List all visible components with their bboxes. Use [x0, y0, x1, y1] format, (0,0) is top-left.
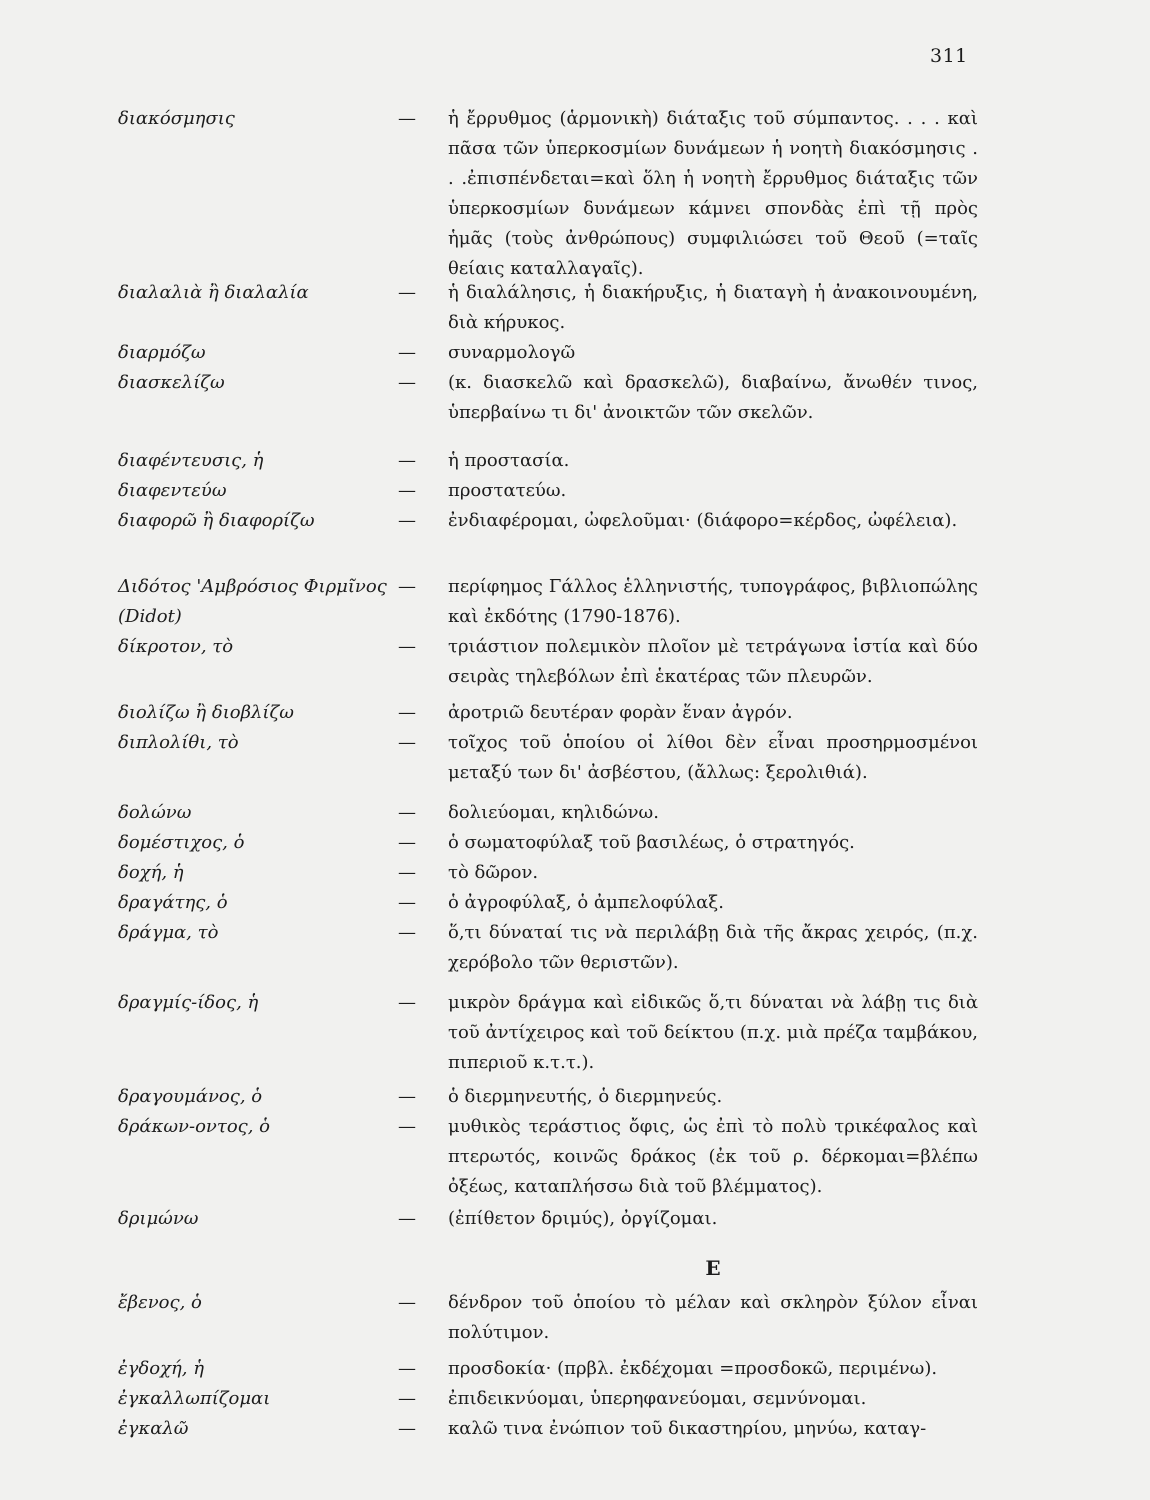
glossary-entry	[118, 858, 978, 888]
section-heading: Ε	[705, 1256, 721, 1280]
glossary-entry	[118, 1288, 978, 1354]
glossary-entry	[118, 888, 978, 918]
glossary-entry	[118, 446, 978, 476]
entry-term: διαφέντευσις, ἡ	[118, 450, 264, 471]
entry-term: ἐγδοχή, ἡ	[118, 1358, 205, 1379]
glossary-entry	[118, 988, 978, 1082]
entry-term: διασκελίζω	[118, 372, 225, 393]
entry-definition: ὁ σωματοφύλαξ τοῦ βασιλέως, ὁ στρατηγός.	[448, 832, 855, 853]
entry-dash: —	[398, 1116, 416, 1137]
entry-dash: —	[398, 450, 416, 471]
entry-definition: δένδρον τοῦ ὁποίου τὸ μέλαν καὶ σκληρὸν ξύλον εἶναι πολύτιμον.	[448, 1292, 978, 1343]
entry-dash: —	[398, 892, 416, 913]
entry-definition: προσδοκία· (πρβλ. ἐκδέχομαι =προσδοκῶ, περιμένω).	[448, 1358, 938, 1379]
glossary-entry	[118, 698, 978, 728]
glossary-entry	[118, 506, 978, 572]
entry-dash: —	[398, 862, 416, 883]
entry-dash: —	[398, 108, 416, 129]
entry-term: δολώνω	[118, 802, 192, 823]
entry-term: διολίζω ἢ διοβλίζω	[118, 702, 294, 723]
entry-term: διαλαλιὰ ἢ διαλαλία	[118, 282, 309, 303]
entry-term: δοχή, ἡ	[118, 862, 184, 883]
glossary-entry	[118, 728, 978, 798]
entry-definition: ἐνδιαφέρομαι, ὠφελοῦμαι· (διάφορο=κέρδος, ὠφέλεια).	[448, 510, 958, 531]
entry-dash: —	[398, 1208, 416, 1229]
entry-definition: καλῶ τινα ἐνώπιον τοῦ δικαστηρίου, μηνύω, καταγ-	[448, 1418, 927, 1439]
entry-dash: —	[398, 1388, 416, 1409]
glossary-entry	[118, 572, 978, 632]
entry-dash: —	[398, 282, 416, 303]
entry-dash: —	[398, 702, 416, 723]
entry-dash: —	[398, 636, 416, 657]
entry-dash: —	[398, 992, 416, 1013]
entry-definition: τὸ δῶρον.	[448, 862, 539, 883]
entry-dash: —	[398, 342, 416, 363]
entry-definition: περίφημος Γάλλος ἑλληνιστής, τυπογράφος, βιβλιοπώλης καὶ ἐκδότης (1790-1876).	[448, 576, 978, 627]
entry-term: δραγουμάνος, ὁ	[118, 1086, 263, 1107]
entry-dash: —	[398, 480, 416, 501]
entry-definition: μικρὸν δράγμα καὶ εἰδικῶς ὅ,τι δύναται νὰ λάβῃ τις διὰ τοῦ ἀντίχειρος καὶ τοῦ δείκτου (π.χ. μιὰ πρέζα ταμβάκου, πιπεριοῦ κ.τ.τ.).	[448, 992, 978, 1073]
entry-definition: τριάστιον πολεμικὸν πλοῖον μὲ τετράγωνα ἱστία καὶ δύο σειρὰς τηλεβόλων ἐπὶ ἑκατέρας τῶν πλευρῶν.	[448, 636, 978, 687]
entry-definition: ἀροτριῶ δευτέραν φορὰν ἕναν ἀγρόν.	[448, 702, 793, 723]
entry-definition: μυθικὸς τεράστιος ὄφις, ὡς ἐπὶ τὸ πολὺ τρικέφαλος καὶ πτερωτός, κοινῶς δράκος (ἐκ τοῦ ρ. δέρκομαι=βλέπω ὀξέως, καταπλήσσω διὰ τοῦ βλέμματος).	[448, 1116, 978, 1197]
entry-term: δράκων-οντος, ὁ	[118, 1116, 271, 1137]
entry-definition: προστατεύω.	[448, 480, 567, 501]
entry-definition: ἡ προστασία.	[448, 450, 570, 471]
entry-definition: ἐπιδεικνύομαι, ὑπερηφανεύομαι, σεμνύνομαι.	[448, 1388, 867, 1409]
glossary-entry	[118, 338, 978, 368]
entry-term: διαφεντεύω	[118, 480, 227, 501]
entry-term: δομέστιχος, ὁ	[118, 832, 245, 853]
entry-term: ἐγκαλῶ	[118, 1418, 189, 1439]
glossary-entry	[118, 828, 978, 858]
entry-term: δίκροτον, τὸ	[118, 636, 234, 657]
entry-term: διπλολίθι, τὸ	[118, 732, 239, 753]
entry-term: διαρμόζω	[118, 342, 206, 363]
entry-dash: —	[398, 510, 416, 531]
glossary-entry	[118, 798, 978, 828]
entry-definition: (ἐπίθετον δριμύς), ὀργίζομαι.	[448, 1208, 718, 1229]
entry-term: δραγμίς-ίδος, ἡ	[118, 992, 259, 1013]
glossary-entry	[118, 1204, 978, 1248]
entry-term: Διδότος 'Αμβρόσιος Φιρμῖνος (Didot)	[118, 576, 387, 627]
glossary-entry	[118, 278, 978, 338]
glossary-entry	[118, 1354, 978, 1384]
glossary-entry	[118, 1414, 978, 1444]
glossary-entry	[118, 1112, 978, 1204]
entry-dash: —	[398, 372, 416, 393]
glossary-entry	[118, 632, 978, 698]
entry-definition: (κ. διασκελῶ καὶ δρασκελῶ), διαβαίνω, ἄνωθέν τινος, ὑπερβαίνω τι δι' ἀνοικτῶν τῶν σκελῶν.	[448, 372, 978, 423]
entry-definition: ὁ διερμηνευτής, ὁ διερμηνεύς.	[448, 1086, 723, 1107]
entry-dash: —	[398, 576, 416, 597]
entry-dash: —	[398, 732, 416, 753]
entry-term: δραγάτης, ὁ	[118, 892, 228, 913]
entry-dash: —	[398, 922, 416, 943]
entry-dash: —	[398, 1292, 416, 1313]
entry-definition: ὁ ἀγροφύλαξ, ὁ ἀμπελοφύλαξ.	[448, 892, 724, 913]
glossary-entry	[118, 368, 978, 446]
entry-dash: —	[398, 1086, 416, 1107]
page-number: 311	[930, 45, 968, 67]
entry-definition: τοῖχος τοῦ ὁποίου οἱ λίθοι δὲν εἶναι προσηρμοσμένοι μεταξύ των δι' ἀσβέστου, (ἄλλως: ξερολιθιά).	[448, 732, 978, 783]
entry-dash: —	[398, 1418, 416, 1439]
entry-term: δράγμα, τὸ	[118, 922, 219, 943]
entry-term: ἔβενος, ὁ	[118, 1292, 202, 1313]
glossary-entry	[118, 476, 978, 506]
glossary-entry	[118, 1082, 978, 1112]
glossary	[118, 104, 978, 1444]
entry-term: διακόσμησις	[118, 108, 235, 129]
glossary-entry	[118, 918, 978, 988]
entry-definition: δολιεύομαι, κηλιδώνω.	[448, 802, 659, 823]
entry-dash: —	[398, 802, 416, 823]
entry-definition: ἡ ἔρρυθμος (ἁρμονικὴ) διάταξις τοῦ σύμπαντος. . . . καὶ πᾶσα τῶν ὑπερκοσμίων δυνάμεων ἡ νοητὴ διακόσμησις . . .ἐπισπένδεται=καὶ ὅλη ἡ νοητὴ ἔρρυθμος διάταξις τῶν ὑπερκοσμίων δυνάμεων κάμνει σπονδὰς ἐπὶ τῇ πρὸς ἡμᾶς (τοὺς ἀνθρώπους) συμφιλιώσει τοῦ Θεοῦ (=ταῖς θείαις καταλλαγαῖς).	[448, 108, 978, 279]
entry-dash: —	[398, 1358, 416, 1379]
glossary-entry	[118, 1384, 978, 1414]
entry-definition: συναρμολογῶ	[448, 342, 576, 363]
entry-definition: ὅ,τι δύναταί τις νὰ περιλάβῃ διὰ τῆς ἄκρας χειρός, (π.χ. χερόβολο τῶν θεριστῶν).	[448, 922, 978, 973]
glossary-entry	[118, 104, 978, 278]
entry-term: δριμώνω	[118, 1208, 199, 1229]
entry-term: ἐγκαλλωπίζομαι	[118, 1388, 271, 1409]
entry-dash: —	[398, 832, 416, 853]
entry-term: διαφορῶ ἢ διαφορίζω	[118, 510, 315, 531]
entry-definition: ἡ διαλάλησις, ἡ διακήρυξις, ἡ διαταγὴ ἡ ἀνακοινουμένη, διὰ κήρυκος.	[448, 282, 978, 333]
